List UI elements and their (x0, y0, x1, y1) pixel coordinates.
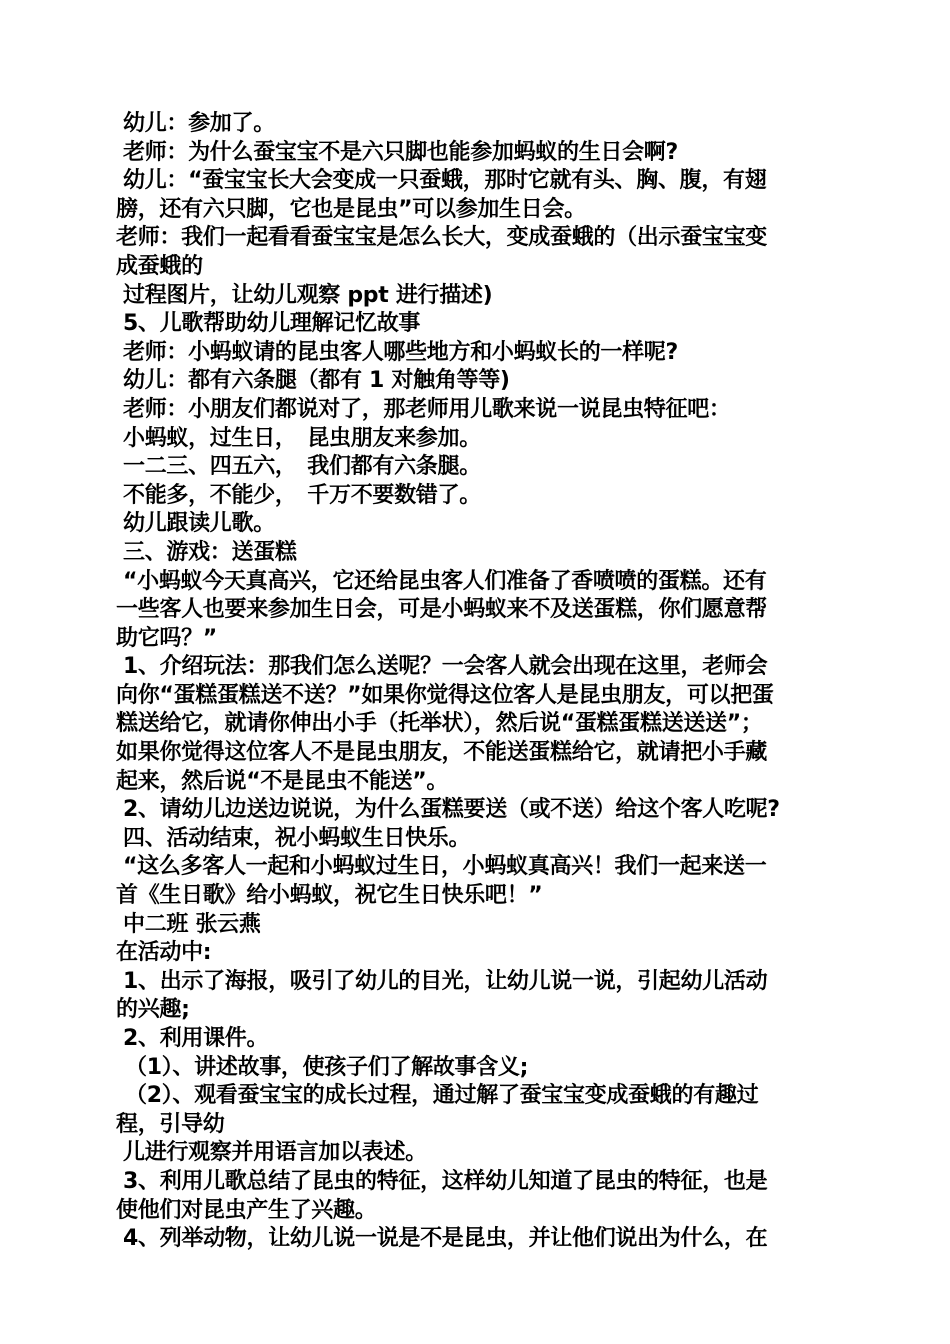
text-line: 的兴趣; (116, 997, 190, 1023)
text-line: 2、请幼儿边送边说说，为什么蛋糕要送（或不送）给这个客人吃呢? (123, 797, 780, 823)
text-line: 幼儿：“蚕宝宝长大会变成一只蚕蛾，那时它就有头、胸、腹，有翅 (123, 168, 767, 194)
document-body (116, 110, 846, 1254)
text-line: 首《生日歌》给小蚂蚁，祝它生日快乐吧！” (116, 883, 543, 909)
text-line: “这么多客人一起和小蚂蚁过生日，小蚂蚁真高兴！我们一起来送一 (123, 854, 767, 880)
text-line: 老师：小蚂蚁请的昆虫客人哪些地方和小蚂蚁长的一样呢? (123, 339, 678, 365)
text-line: 老师：为什么蚕宝宝不是六只脚也能参加蚂蚁的生日会啊? (123, 139, 678, 165)
text-line: 向你“蛋糕蛋糕送不送？”如果你觉得这位客人是昆虫朋友，可以把蛋 (116, 682, 774, 708)
text-line: 起来，然后说“不是昆虫不能送”。 (116, 768, 449, 794)
text-line: 1、出示了海报，吸引了幼儿的目光，让幼儿说一说，引起幼儿活动 (123, 968, 768, 994)
text-line: 4、列举动物，让幼儿说一说是不是昆虫，并让他们说出为什么，在 (123, 1226, 768, 1252)
text-line: 程，引导幼 (116, 1111, 225, 1137)
author-line: 中二班 张云燕 (123, 911, 261, 937)
text-line: 一二三、四五六， 我们都有六条腿。 (123, 454, 481, 480)
text-line: 助它吗？” (116, 625, 217, 651)
text-line: 成蚕蛾的 (116, 253, 203, 279)
text-line: 糕送给它，就请你伸出小手（托举状），然后说“蛋糕蛋糕送送送”； (116, 711, 763, 737)
text-line: 5、儿歌帮助幼儿理解记忆故事 (123, 311, 421, 337)
text-line: （1）、讲述故事，使孩子们了解故事含义; (125, 1054, 529, 1080)
text-line: 儿进行观察并用语言加以表述。 (123, 1140, 427, 1166)
text-line: 小蚂蚁，过生日， 昆虫朋友来参加。 (123, 425, 481, 451)
text-line: 老师：我们一起看看蚕宝宝是怎么长大，变成蚕蛾的（出示蚕宝宝变 (116, 225, 768, 251)
section-heading: 三、游戏：送蛋糕 (123, 539, 297, 565)
text-line: 3、利用儿歌总结了昆虫的特征，这样幼儿知道了昆虫的特征，也是 (123, 1168, 768, 1194)
text-line: 不能多，不能少， 千万不要数错了。 (123, 482, 481, 508)
text-line: 1、介绍玩法：那我们怎么送呢？一会客人就会出现在这里，老师会 (123, 654, 768, 680)
text-line: 过程图片，让幼儿观察 ppt 进行描述) (123, 282, 493, 308)
section-heading: 四、活动结束，祝小蚂蚁生日快乐。 (123, 825, 471, 851)
text-line: 幼儿：都有六条腿（都有 1 对触角等等) (123, 368, 510, 394)
text-line: 膀，还有六只脚，它也是昆虫”可以参加生日会。 (116, 196, 586, 222)
text-line: 幼儿跟读儿歌。 (123, 511, 275, 537)
text-line: （2）、观看蚕宝宝的成长过程，通过解了蚕宝宝变成蚕蛾的有趣过 (125, 1083, 759, 1109)
text-line: 老师：小朋友们都说对了，那老师用儿歌来说一说昆虫特征吧： (123, 396, 731, 422)
text-line: 一些客人也要来参加生日会，可是小蚂蚁来不及送蛋糕，你们愿意帮 (116, 597, 768, 623)
text-line: 在活动中: (116, 940, 212, 966)
text-line: 2、利用课件。 (123, 1026, 269, 1051)
text-line: 幼儿：参加了。 (123, 111, 275, 136)
text-line: 如果你觉得这位客人不是昆虫朋友，不能送蛋糕给它，就请把小手藏 (116, 740, 768, 766)
text-line: “小蚂蚁今天真高兴，它还给昆虫客人们准备了香喷喷的蛋糕。还有 (123, 568, 767, 594)
text-line: 使他们对昆虫产生了兴趣。 (116, 1197, 377, 1223)
